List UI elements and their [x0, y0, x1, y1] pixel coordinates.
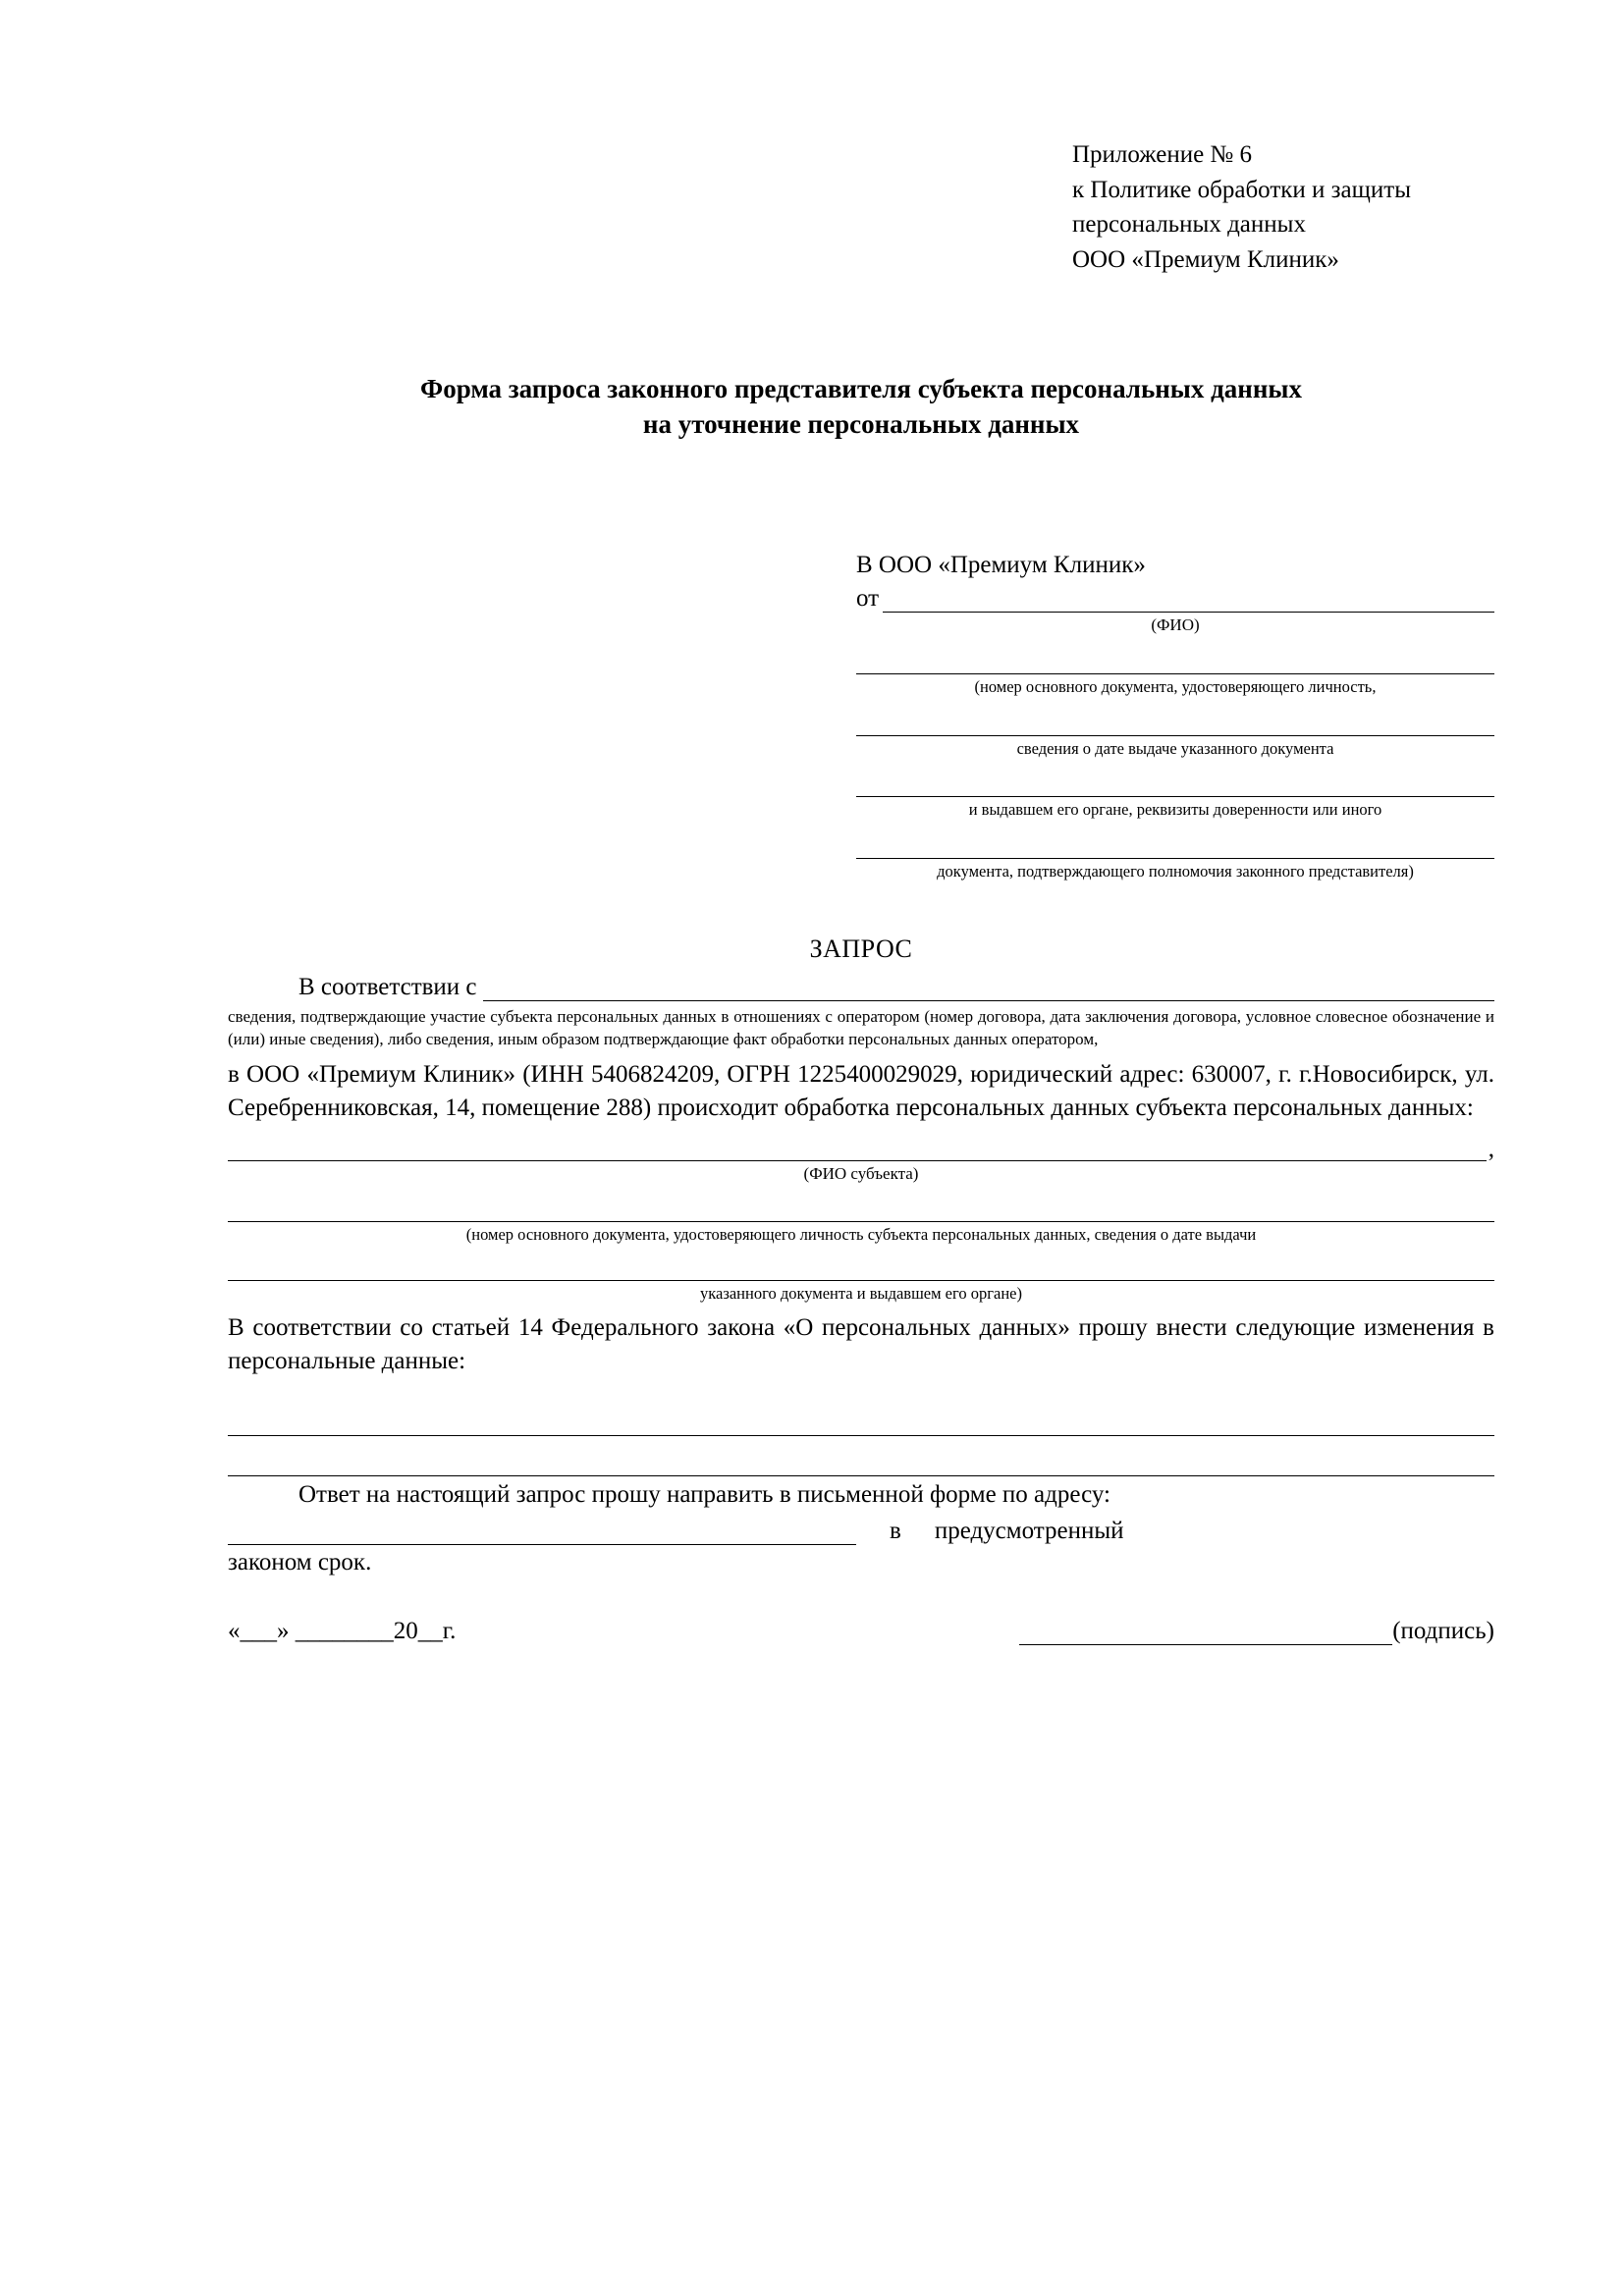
caption-doc-number: (номер основного документа, удостоверяющего личность,	[974, 677, 1377, 697]
caption-subject-doc: (номер основного документа, удостоверяющего личность субъекта персональных данных, сведения о дате выдачи	[465, 1224, 1257, 1244]
answer-address-input[interactable]	[228, 1521, 856, 1545]
header-line-4: ООО «Премиум Клиник»	[1072, 245, 1339, 273]
operator-paragraph: в ООО «Премиум Клиник» (ИНН 5406824209, ОГРН 1225400029029, юридический адрес: 630007, г. г.Новосибирск, ул. Серебренниковская, 14, помещение 288) происходит обработка персональных данных субъекта персональных данных:	[228, 1061, 1494, 1122]
caption-doc-power: документа, подтверждающего полномочия законного представителя)	[937, 861, 1414, 881]
title-line-1: Форма запроса законного представителя субъекта персональных данных	[420, 374, 1302, 403]
document-content	[228, 137, 1494, 1645]
addressee-block	[856, 552, 1494, 881]
doc-power-input[interactable]	[856, 834, 1494, 859]
doc-power-group	[856, 834, 1494, 881]
answer-word-v: в	[890, 1518, 901, 1545]
changes-blank-area	[228, 1396, 1494, 1476]
doc-number-group	[856, 650, 1494, 697]
signature-label: (подпись)	[1392, 1618, 1494, 1645]
subject-block	[228, 1137, 1494, 1304]
doc-organ-input[interactable]	[856, 773, 1494, 797]
in-accordance-row	[228, 974, 1494, 1001]
addressee-organization: В ООО «Премиум Клиник»	[856, 552, 1146, 579]
answer-paragraph: Ответ на настоящий запрос прошу направить в письменной форме по адресу:	[298, 1481, 1110, 1509]
subject-fio-input[interactable]	[228, 1139, 1487, 1161]
comma-symbol: ,	[1488, 1136, 1494, 1163]
title-line-2: на уточнение персональных данных	[642, 409, 1080, 440]
request-heading: ЗАПРОС	[809, 934, 913, 964]
fineprint-note: сведения, подтверждающие участие субъекта персональных данных в отношениях с оператором (номер договора, дата заключения договора, условное словесное обозначение и (или) иные сведения), либо сведения, иным образом подтверждающие факт обработки персональных данных оператором,	[228, 1007, 1494, 1049]
changes-input-line-2[interactable]	[228, 1436, 1494, 1476]
from-row	[856, 585, 1494, 613]
document-header-block	[1072, 137, 1494, 277]
header-line-1: Приложение № 6	[1072, 141, 1253, 168]
caption-subject-fio: (ФИО субъекта)	[803, 1164, 919, 1184]
caption-doc-date: сведения о дате выдаче указанного документа	[1016, 738, 1334, 758]
page-title	[228, 371, 1494, 442]
signature-input[interactable]	[1019, 1623, 1392, 1645]
from-label: от	[856, 585, 880, 613]
header-line-2: к Политике обработки и защиты	[1072, 176, 1412, 203]
doc-organ-group	[856, 773, 1494, 820]
answer-tail: законом срок.	[228, 1549, 372, 1576]
subject-fio-row	[228, 1137, 1494, 1161]
doc-date-input[interactable]	[856, 712, 1494, 736]
answer-address-row	[228, 1518, 1494, 1545]
answer-word-last: предусмотренный	[934, 1518, 1124, 1545]
in-accordance-input[interactable]	[483, 979, 1494, 1001]
signature-date[interactable]: «___» ________20__г.	[228, 1618, 457, 1645]
caption-doc-organ: и выдавшем его органе, реквизиты доверенности или иного	[968, 800, 1382, 820]
header-line-3: персональных данных	[1072, 211, 1306, 238]
subject-doc-group	[228, 1198, 1494, 1245]
from-fio-input[interactable]	[883, 590, 1494, 613]
subject-doc-input-2[interactable]	[228, 1256, 1494, 1281]
doc-number-input[interactable]	[856, 650, 1494, 674]
law-paragraph: В соответствии со статьей 14 Федерального закона «О персональных данных» прошу внести следующие изменения в персональные данные:	[228, 1314, 1494, 1375]
caption-fio: (ФИО)	[1151, 615, 1200, 635]
in-accordance-label: В соответствии с	[298, 974, 477, 1001]
subject-doc-input[interactable]	[228, 1198, 1494, 1222]
doc-date-group	[856, 712, 1494, 759]
subject-doc-group-2	[228, 1256, 1494, 1304]
signature-row	[228, 1618, 1494, 1645]
changes-input-line-1[interactable]	[228, 1396, 1494, 1436]
caption-subject-doc-2: указанного документа и выдавшем его органе)	[700, 1283, 1022, 1303]
